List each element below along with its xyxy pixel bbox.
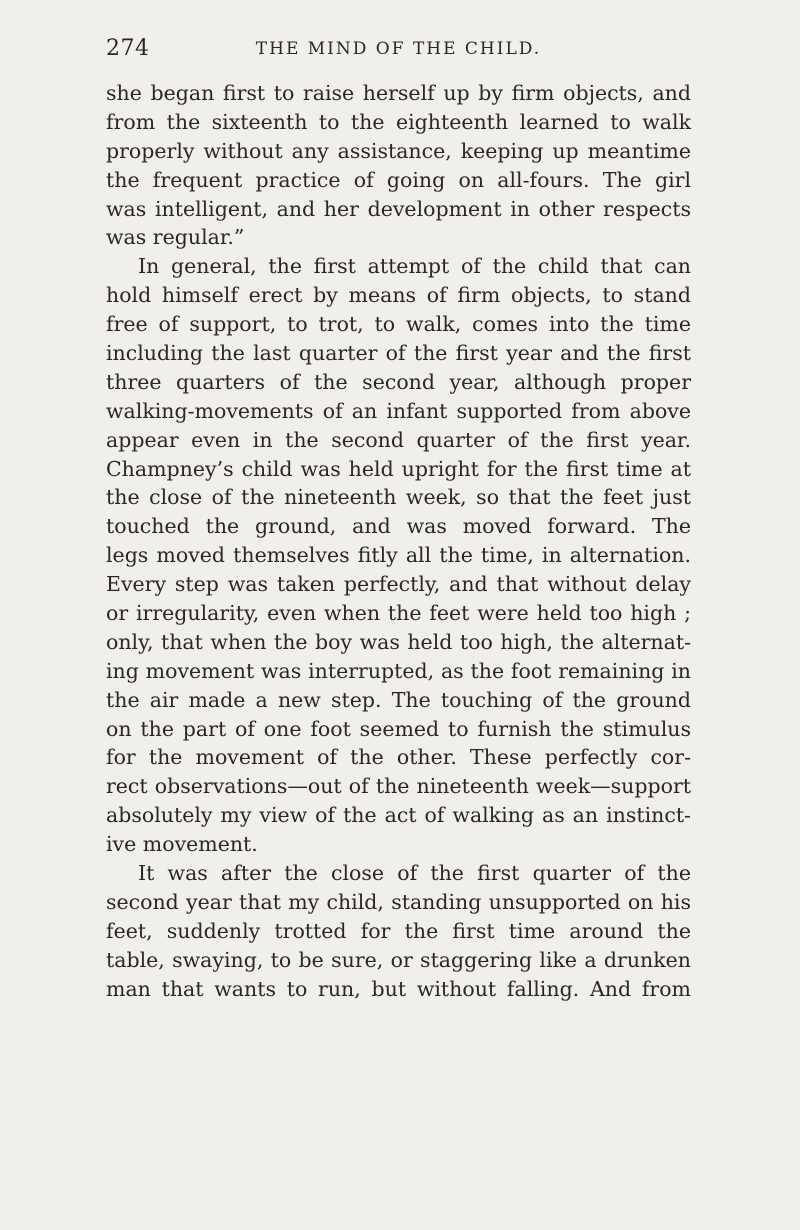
paragraph-start: It was after the close of the first quarter of the	[138, 861, 691, 886]
text-line: feet, suddenly trotted for the first time around the	[106, 918, 691, 943]
text-line: appear even in the second quarter of the first year.	[106, 427, 691, 452]
text-line: ing movement was interrupted, as the foot remaining in	[106, 658, 691, 683]
text-line: Champney’s child was held upright for the first time at	[106, 456, 691, 481]
text-line: or irregularity, even when the feet were held too high ;	[106, 601, 691, 626]
text-line: hold himself erect by means of firm objects, to stand	[106, 283, 691, 308]
text-line: from the sixteenth to the eighteenth learned to walk	[106, 109, 691, 134]
text-line: second year that my child, standing unsupported on his	[106, 889, 691, 914]
text-line: free of support, to trot, to walk, comes into the time	[106, 312, 691, 337]
text-line: Every step was taken perfectly, and that without delay	[106, 572, 691, 597]
text-line: absolutely my view of the act of walking as an instinct-	[106, 803, 691, 828]
paragraph-start: In general, the first attempt of the child that can	[138, 254, 691, 279]
text-line: ive movement.	[106, 832, 258, 857]
text-line: legs moved themselves fitly all the time, in alternation.	[106, 543, 691, 568]
text-line: the air made a new step. The touching of the ground	[106, 687, 691, 712]
text-line: on the part of one foot seemed to furnish the stimulus	[106, 716, 691, 741]
text-line: was intelligent, and her development in other respects	[106, 196, 691, 221]
text-line: walking-movements of an infant supported from above	[106, 398, 691, 423]
text-line: only, that when the boy was held too high, the alternat-	[106, 629, 691, 654]
running-title: THE MIND OF THE CHILD.	[255, 39, 542, 59]
page-number: 274	[106, 36, 150, 61]
text-line: for the movement of the other. These perfectly cor-	[106, 745, 691, 770]
running-header	[106, 36, 691, 66]
text-line: she began first to raise herself up by firm objects, and	[106, 81, 691, 105]
text-line: the frequent practice of going on all-fours. The girl	[106, 167, 691, 192]
text-line: was regular.”	[106, 225, 245, 250]
text-line: rect observations—out of the nineteenth week—support	[106, 774, 691, 799]
body-text	[106, 79, 691, 1004]
text-line: the close of the nineteenth week, so that the feet just	[106, 485, 691, 510]
text-line: including the last quarter of the first year and the first	[106, 341, 691, 366]
text-line: properly without any assistance, keeping up meantime	[106, 138, 691, 163]
text-line: table, swaying, to be sure, or staggering like a drunken	[106, 947, 691, 972]
text-line: three quarters of the second year, although proper	[106, 369, 691, 394]
text-line: touched the ground, and was moved forward. The	[106, 514, 691, 539]
text-line: man that wants to run, but without falling. And from	[106, 976, 691, 1001]
